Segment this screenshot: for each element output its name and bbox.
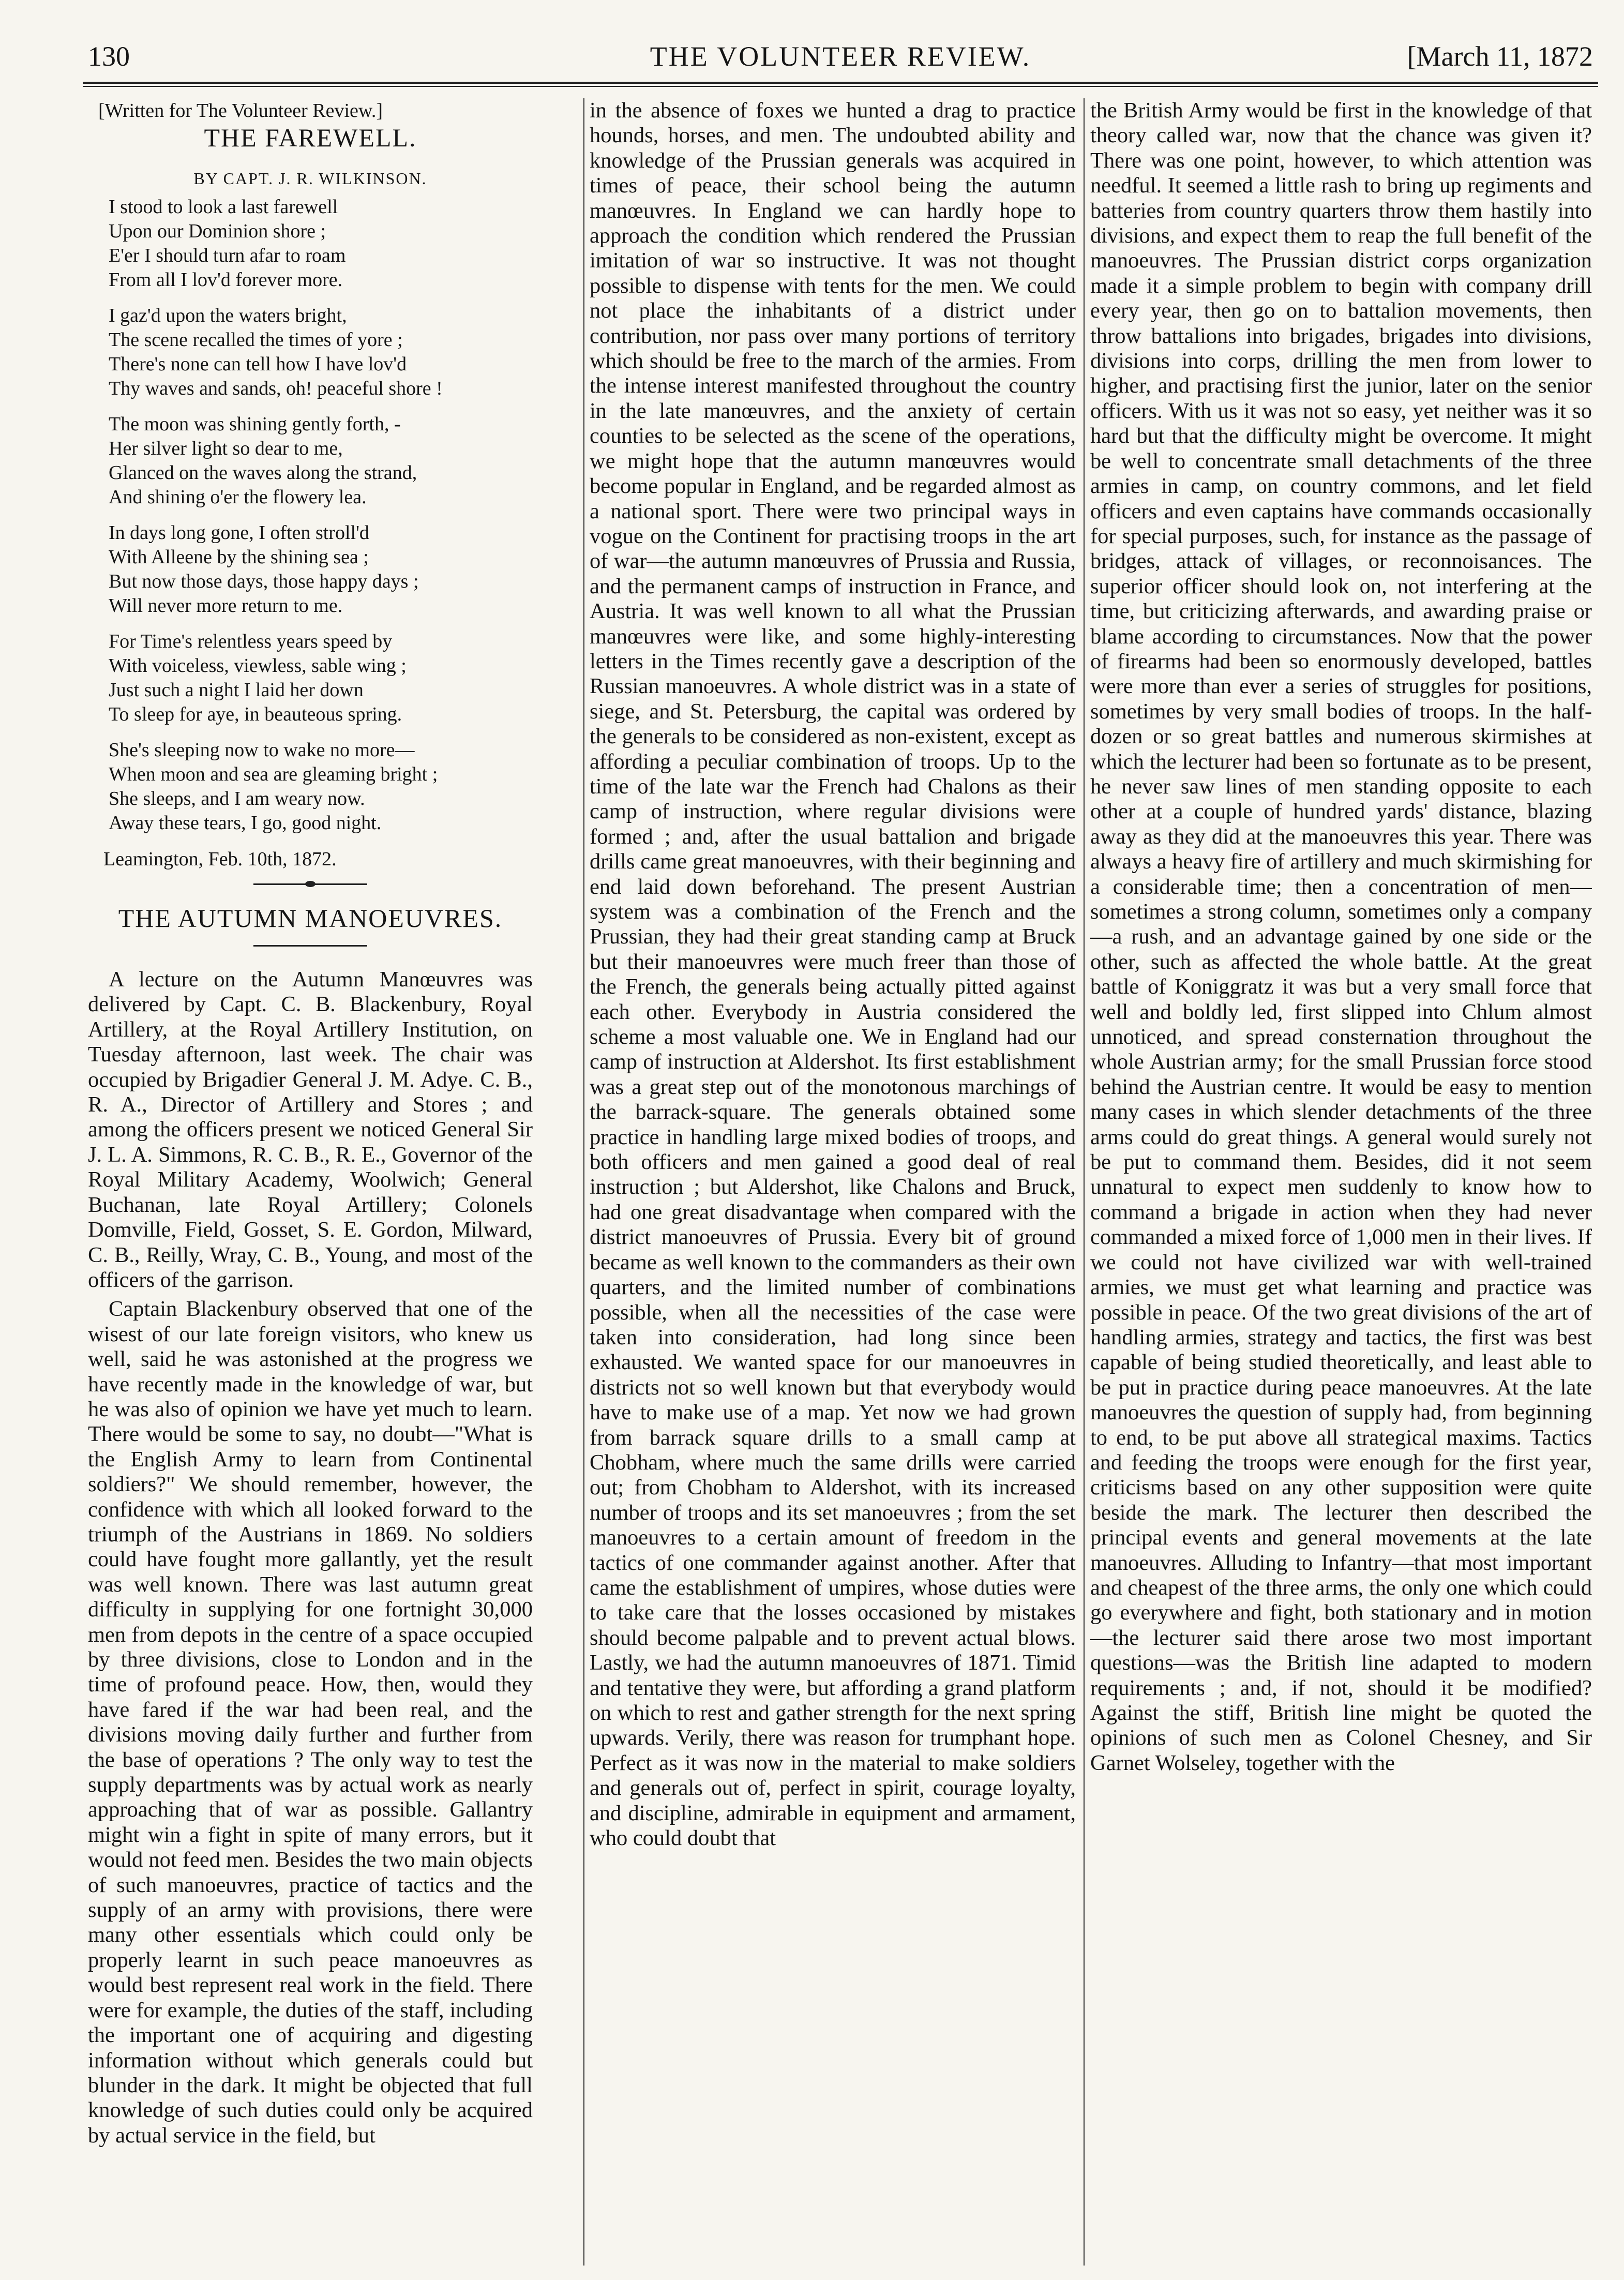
poem-byline: BY CAPT. J. R. WILKINSON.: [193, 169, 427, 188]
poem-stanza: I gaz'd upon the waters bright, The scene recalled the times of yore ; There's none can tell how I have lov'd Thy waves and sands, oh! peaceful shore !: [109, 305, 443, 400]
masthead: [88, 40, 1593, 87]
column-3: [1090, 98, 1592, 2266]
article-text-continued: in the absence of foxes we hunted a drag to practice hounds, horses, and men. The undoubted ability and knowledge of the Prussian generals was acquired in times of peace, their school being the autumn manœuvres. In England we can hardly hope to approach the condition which rendered the Prussian imitation of war so instructive. It was not thought possible to dispense with tents for the men. We could not place the inhabitants of a district under contribution, nor pass over many portions of territory which should be free to the march of the armies. From the intense interest manifested throughout the country in the late manœuvres, and the anxiety of certain counties to be selected as the scene of the operations, we might hope that the autumn manœuvres would become popular in England, and be regarded almost as a national sport. There were two principal ways in vogue on the Continent for practising troops in the art of war—the autumn manœuvres of Prussia and Russia, and the permanent camps of instruction in France, and Austria. It was well known to all what the Prussian manœuvres were like, and some highly-interesting letters in the Times recently gave a description of the Russian manoeuvres. A whole district was in a state of siege, and St. Petersburg, the capital was ordered by the generals to be considered as non-existent, except as affording a peculiar combination of troops. Up to the time of the late war the French had Chalons as their camp of instruction, where regular divisions were formed ; and, after the usual battalion and brigade drills came great manoeuvres, with their beginning and end laid down beforehand. The present Austrian system was a combination of the French and the Prussian, they had their great standing camp at Bruck but their manoeuvres were much freer than those of the French, the generals being actually pitted against each other. Everybody in Austria considered the scheme a most valuable one. We in England had our camp of instruction at Aldershot. Its first establishment was a great step out of the monotonous marchings of the barrack-square. The generals obtained some practice in handling large mixed bodies of troops, and both officers and men gained a good deal of real instruction ; but Aldershot, like Chalons and Bruck, had one great disadvantage when compared with the district manoeuvres of Prussia. Every bit of ground became as well known to the commanders as their own quarters, and the limited number of combinations possible, when all the necessities of the case were taken into consideration, had long since been exhausted. We wanted space for our manoeuvres in districts not so well known but that everybody would have to make use of a map. Yet now we had grown from barrack square drills to a small camp at Chobham, where much the same drills were carried out; from Chobham to Aldershot, with its increased number of troops and its set manoeuvres ; from the set manoeuvres to a certain amount of freedom in the tactics of one commander against another. After that came the establishment of umpires, whose duties were to take care that the losses occasioned by mistakes should become palpable and to prevent actual blows. Lastly, we had the autumn manoeuvres of 1871. Timid and tentative they were, but affording a grand platform on which to rest and gather strength for the next spring upwards. Verily, there was reason for trumphant hope. Perfect as it was now in the material to make soldiers and generals out of, perfect in spirit, courage loyalty, and discipline, admirable in equipment and armament, who could doubt that: [590, 98, 1076, 1851]
header-rule-thin: [83, 86, 1598, 87]
header-rule: [83, 82, 1598, 84]
article-paragraph: A lecture on the Autumn Manœuvres was delivered by Capt. C. B. Blackenbury, Royal Artillery, at the Royal Artillery Institution, on Tuesday afternoon, last week. The chair was occupied by Brigadier General J. M. Adye. C. B., R. A., Director of Artillery and Stores ; and among the officers present we noticed General Sir J. L. A. Simmons, R. C. B., R. E., Governor of the Royal Military Academy, Woolwich; General Buchanan, late Royal Artillery; Colonels Domville, Field, Gosset, S. E. Gordon, Milward, C. B., Reilly, Wray, C. B., Young, and most of the officers of the garrison.: [88, 967, 533, 1292]
column-divider: [1084, 98, 1085, 2266]
page-number: 130: [88, 41, 130, 72]
poem-title: THE FAREWELL.: [204, 123, 417, 153]
poem-stanza: I stood to look a last farewell Upon our Dominion shore ; E'er I should turn afar to roam From all I lov'd forever more.: [109, 196, 346, 291]
section-ornament: [253, 883, 367, 885]
poem-place-date: Leamington, Feb. 10th, 1872.: [103, 848, 337, 871]
issue-date: [March 11, 1872: [1407, 41, 1593, 72]
poem-stanza: For Time's relentless years speed by With voiceless, viewless, sable wing ; Just such a night I laid her down To sleep for aye, in beauteous spring.: [109, 631, 407, 726]
poem-stanza: The moon was shining gently forth, - Her silver light so dear to me, Glanced on the waves along the strand, And shining o'er the flowery lea.: [109, 413, 417, 508]
article-title: THE AUTUMN MANOEUVRES.: [118, 903, 503, 933]
publication-title: THE VOLUNTEER REVIEW.: [650, 41, 1031, 72]
column-2: [590, 98, 1076, 2266]
article-paragraph: Captain Blackenbury observed that one of the wisest of our late foreign visitors, who knew us well, said he was astonished at the progress we have recently made in the knowledge of war, but he was also of opinion we have yet much to learn. There would be some to say, no doubt—"What is the English Army to learn from Continental soldiers?" We should remember, however, the confidence with which all looked forward to the triumph of the Austrians in 1869. No soldiers could have fought more gallantly, yet the result was well known. There was last autumn great difficulty in supplying for one fortnight 30,000 men from depots in the centre of a space occupied by three divisions, close to London and in the time of profound peace. How, then, would they have fared if the war had been real, and the divisions moving daily further and further from the base of operations ? The only way to test the supply departments was by actual work as nearly approaching that of war as possible. Gallantry might win a fight in spite of many errors, but it would not feed men. Besides the two main objects of such manoeuvres, practice of tactics and the supply of an army with provisions, there were many other essentials which could only be properly learnt in such peace manoeuvres as would best represent real work in the field. There were for example, the duties of the staff, including the important one of acquiring and digesting information without which generals could but blunder in the dark. It might be objected that full knowledge of such duties could only be acquired by actual service in the field, but: [88, 1297, 533, 2148]
article-text-continued: the British Army would be first in the knowledge of that theory called war, now that the chance was given it? There was one point, however, to which attention was needful. It seemed a little rash to bring up regiments and batteries from country quarters throw them hastily into divisions, and expect them to reap the full benefit of the manoeuvres. The Prussian district corps organization made it a simple problem to begin with company drill every year, then go on to battalion movements, then throw battalions into brigades, brigades into divisions, divisions into corps, drilling the men from lower to higher, and practising first the junior, later on the senior officers. With us it was not so easy, yet neither was it so hard but that the difficulty might be overcome. It might be well to concentrate small detachments of the three armies in camp, on country commons, and let field officers and even captains have commands occasionally for special purposes, such, for instance as the passage of bridges, attack of villages, or reconnoisances. The superior officer should look on, not interfering at the time, but criticizing afterwards, and awarding praise or blame according to circumstances. Now that the power of firearms had been so enormously developed, battles were more than ever a series of struggles for positions, sometimes by very small bodies of troops. In the half-dozen or so great battles and numerous skirmishes at which the lecturer had been so fortunate as to be present, he never saw lines of men standing opposite to each other at a couple of hundred yards' distance, blazing away as they did at the manoeuvres this year. There was always a heavy fire of artillery and much skirmishing for a considerable time; then a concentration of men—sometimes a strong column, sometimes only a company—a rush, and an advantage gained by one side or the other, such as affected the whole battle. At the great battle of Koniggratz it was but a very small force that well and boldly led, first slipped into Chlum almost unnoticed, and spread consternation throughout the whole Austrian army; for the small Prussian force stood behind the Austrian centre. It would be easy to mention many cases in which slender detachments of the three arms could do great things. A general would surely not be put to command them. Besides, did it not seem unnatural to expect men suddenly to know how to command a brigade in action when they had never commanded a mixed force of 1,000 men in their lives. If we could not have civilized war with well-trained armies, we must get what learning and practice was possible in peace. Of the two great divisions of the art of handling armies, strategy and tactics, the first was best capable of being studied theoretically, and least able to be put in practice during peace manoeuvres. At the late manoeuvres the question of supply had, from beginning to end, to be put above all strategical maxims. Tactics and feeding the troops were enough for the first year, criticisms based on any other supposition were quite beside the mark. The lecturer then described the principal events and general movements at the late manoeuvres. Alluding to Infantry—that most important and cheapest of the three arms, the only one which could go everywhere and fight, both stationary and in motion—the lecturer said there arose two most important questions—was the British line adapted to modern requirements ; and, if not, should it be modified? Against the stiff, British line might be quoted the opinions of such men as Colonel Chesney, and Sir Garnet Wolseley, together with the: [1090, 98, 1592, 1775]
poem-body: [88, 195, 533, 835]
poem-stanza: She's sleeping now to wake no more— When moon and sea are gleaming bright ; She sleeps, and I am weary now. Away these tears, I go, good night.: [109, 739, 438, 834]
column-1: [88, 98, 533, 2266]
column-divider: [583, 98, 584, 2266]
title-rule: [253, 945, 367, 947]
poem-credit: [Written for The Volunteer Review.]: [98, 100, 383, 122]
poem-stanza: In days long gone, I often stroll'd With Alleene by the shining sea ; But now those days, those happy days ; Will never more return to me.: [109, 522, 419, 617]
